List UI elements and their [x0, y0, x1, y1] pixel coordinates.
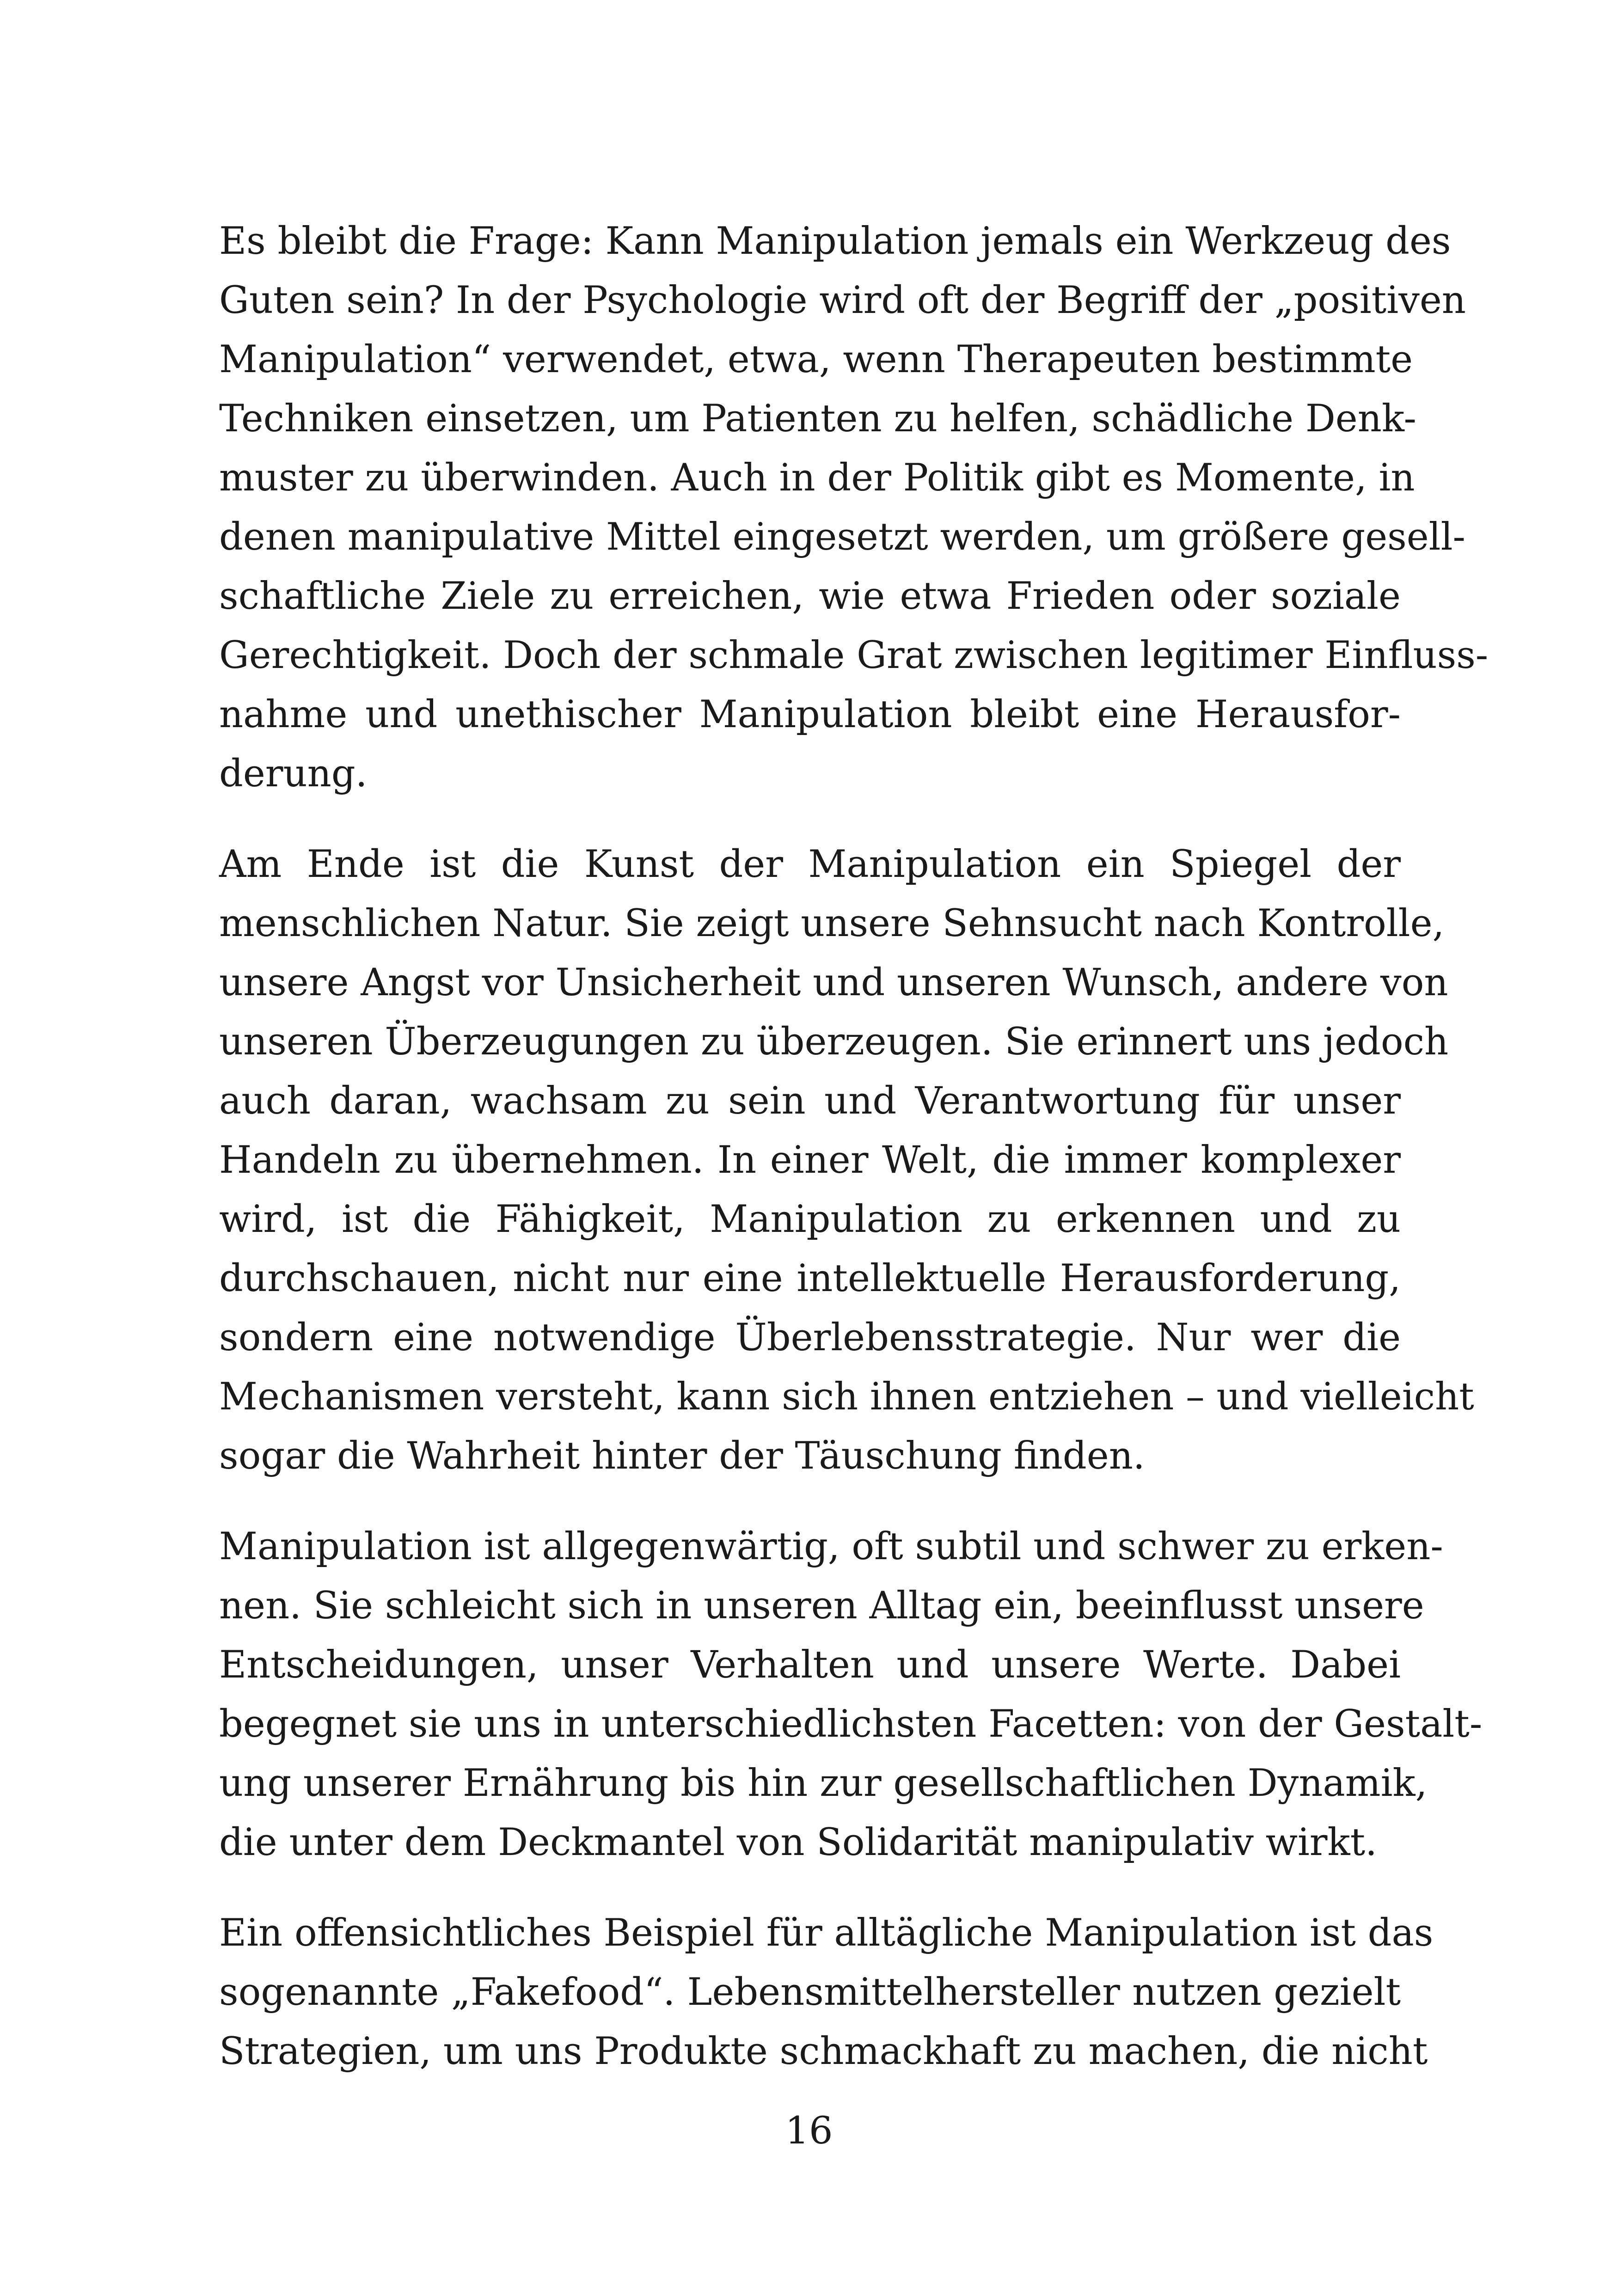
text-line: nahme und unethischer Manipulation bleibt eine Herausfor-: [219, 693, 1401, 736]
body-text: [219, 212, 1489, 2112]
text-line: Gerechtigkeit. Doch der schmale Grat zwischen legitimer Einfluss-: [219, 634, 1489, 677]
page-number: 16: [785, 2109, 833, 2153]
text-line: Ein offensichtliches Beispiel für alltägliche Manipulation ist das: [219, 1911, 1434, 1955]
text-line: durchschauen, nicht nur eine intellektuelle Herausforderung,: [219, 1257, 1401, 1300]
text-line: Techniken einsetzen, um Patienten zu helfen, schädliche Denk-: [219, 397, 1416, 441]
text-line: unsere Angst vor Unsicherheit und unseren Wunsch, andere von: [219, 961, 1448, 1004]
paragraph: [219, 835, 1474, 1486]
text-line: die unter dem Deckmantel von Solidarität manipulativ wirkt.: [219, 1821, 1377, 1864]
text-line: sogar die Wahrheit hinter der Täuschung finden.: [219, 1434, 1145, 1478]
text-line: Handeln zu übernehmen. In einer Welt, die immer komplexer: [219, 1139, 1401, 1182]
text-line: auch daran, wachsam zu sein und Verantwortung für unser: [219, 1079, 1401, 1123]
text-line: Es bleibt die Frage: Kann Manipulation jemals ein Werkzeug des: [219, 220, 1451, 263]
text-line: Strategien, um uns Produkte schmackhaft zu machen, die nicht: [219, 2030, 1428, 2073]
text-line: Entscheidungen, unser Verhalten und unsere Werte. Dabei: [219, 1643, 1401, 1687]
text-line: unseren Überzeugungen zu überzeugen. Sie erinnert uns jedoch: [219, 1020, 1449, 1064]
text-line: derung.: [219, 752, 368, 796]
paragraph: [219, 1904, 1434, 2081]
text-line: menschlichen Natur. Sie zeigt unsere Sehnsucht nach Kontrolle,: [219, 902, 1445, 945]
text-line: Am Ende ist die Kunst der Manipulation ein Spiegel der: [219, 843, 1401, 886]
text-line: begegnet sie uns in unterschiedlichsten Facetten: von der Gestalt-: [219, 1702, 1483, 1746]
text-line: ung unserer Ernährung bis hin zur gesellschaftlichen Dynamik,: [219, 1762, 1428, 1805]
text-line: Mechanismen versteht, kann sich ihnen entziehen – und vielleicht: [219, 1375, 1474, 1419]
text-line: schaftliche Ziele zu erreichen, wie etwa Frieden oder soziale: [219, 575, 1401, 618]
text-line: Guten sein? In der Psychologie wird oft der Begriff der „positiven: [219, 279, 1466, 322]
text-line: nen. Sie schleicht sich in unseren Alltag ein, beeinflusst unsere: [219, 1584, 1424, 1628]
text-line: muster zu überwinden. Auch in der Politik gibt es Momente, in: [219, 456, 1415, 500]
text-line: wird, ist die Fähigkeit, Manipulation zu erkennen und zu: [219, 1198, 1401, 1241]
text-line: denen manipulative Mittel eingesetzt werden, um größere gesell-: [219, 515, 1465, 559]
text-line: sogenannte „Fakefood“. Lebensmittelhersteller nutzen gezielt: [219, 1971, 1401, 2014]
paragraph: [219, 212, 1489, 803]
text-line: Manipulation“ verwendet, etwa, wenn Therapeuten bestimmte: [219, 338, 1413, 381]
text-line: sondern eine notwendige Überlebensstrategie. Nur wer die: [219, 1316, 1401, 1359]
text-line: Manipulation ist allgegenwärtig, oft subtil und schwer zu erken-: [219, 1525, 1443, 1568]
paragraph: [219, 1517, 1483, 1872]
